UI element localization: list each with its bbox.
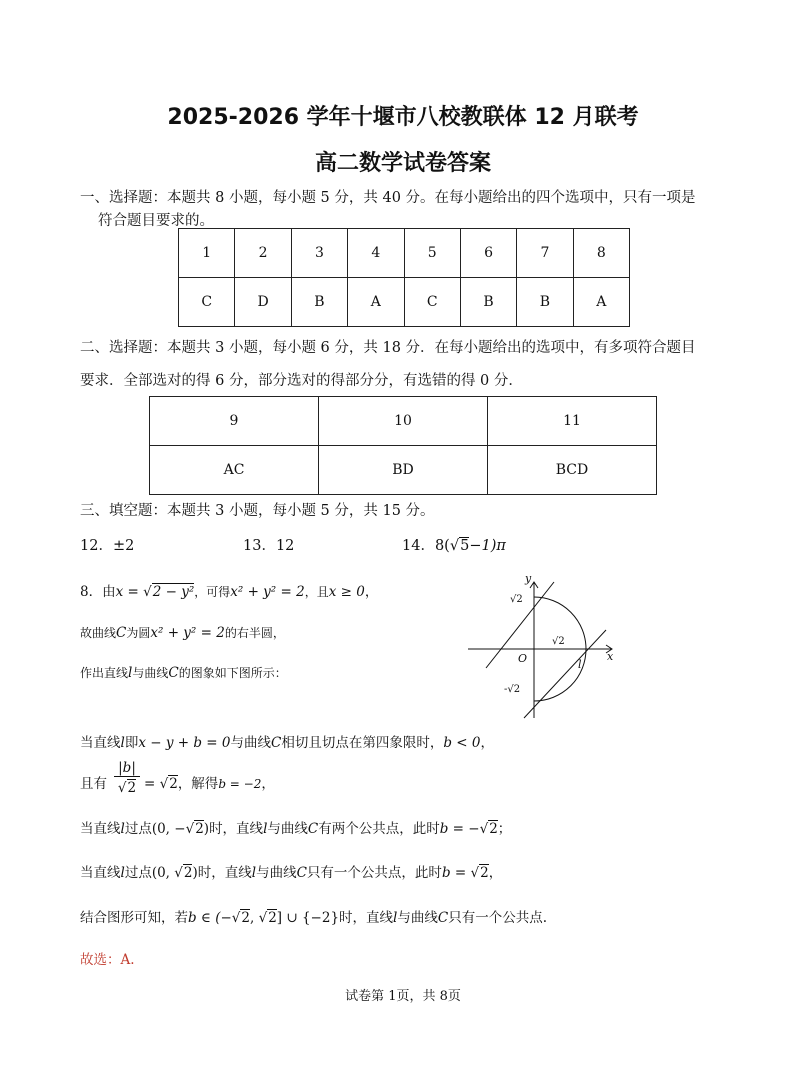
math: b ∈ (− [188,910,232,926]
label-right-root2: √2 [552,636,565,647]
answer-q14-pre: 8( [434,538,450,554]
math: l [120,821,125,837]
math: C [437,910,449,926]
section2-heading-line2: 要求．全部选对的得 6 分，部分选对的得部分分，有选错的得 0 分． [80,373,523,389]
math-radicand: 2 [268,910,277,926]
table-cell-q4: 4 [348,229,404,278]
text: 时，直线 [339,910,394,926]
text: 即 [124,735,139,751]
text: 作出直线 [80,666,129,680]
table-cell-q6: 6 [460,229,516,278]
label-x: x [607,650,614,663]
text: 相切且切点在第四象限时， [281,735,444,751]
text: 只有一个公共点. [448,910,548,926]
fraction-numerator: |b| [114,760,140,777]
math-radicand: 2 [127,780,137,796]
page-footer: 试卷第 1页，共 8页 [345,989,461,1004]
table-cell-a8: A [573,278,629,327]
table-cell-q7: 7 [517,229,573,278]
math: l [120,735,125,751]
table-cell-a6: B [460,278,516,327]
math: x² + y² = 2 [150,625,225,641]
text: 与曲线 [230,735,271,751]
table-cell-a3: B [291,278,347,327]
label-y: y [525,572,532,585]
math: l [120,865,125,881]
text: ， [261,776,275,792]
text: 与曲线 [132,666,169,680]
text: 过点 [124,821,152,837]
text: 结合图形可知，若 [80,910,188,926]
section1-heading-line1: 一、选择题：本题共 8 小题，每小题 5 分，共 40 分。在每小题给出的四个选项中，只有一项是 [80,190,696,206]
table-cell-a1: C [179,278,235,327]
label-origin: O [518,652,528,665]
text: ， [480,735,494,751]
text: ，且 [304,585,329,599]
text: ， [364,584,379,600]
math-radicand: 2 [195,821,204,837]
math: x ≥ 0 [328,584,365,600]
solution-line-4 [80,731,494,751]
text: 只有一个公共点，此时 [306,865,442,881]
math: l [128,665,133,681]
math-radicand: 2 [169,776,178,792]
table-cell-a9: AC [150,446,319,495]
text: ； [497,821,512,837]
math: C [168,665,179,681]
text: 当直线 [80,735,121,751]
answer-q14-post: −1)π [469,538,506,554]
solution-line-7: 当直线l过点(0, √2)时，直线l与曲线C只有一个公共点，此时b = √2， [80,865,503,881]
page-subtitle: 高二数学试卷答案 [314,151,491,176]
math: l [393,910,398,926]
text: ，可得 [194,585,231,599]
solution-figure [466,572,616,722]
answer-q14-label: 14． [402,538,435,554]
math: b < 0 [443,735,481,751]
math: , [250,910,259,926]
table-cell-q5: 5 [404,229,460,278]
text: 的图象如下图所示： [178,666,287,680]
math: x² + y² = 2 [230,584,305,600]
table-cell-q10: 10 [319,397,488,446]
text: 与曲线 [256,865,297,881]
table-cell-a7: B [517,278,573,327]
math: C [296,865,307,881]
math: x = [115,584,144,600]
table-cell-a5: C [404,278,460,327]
text: 有两个公共点，此时 [318,821,440,837]
section2-answer-table [149,396,657,495]
text: 与曲线 [397,910,438,926]
section2-heading-line1: 二、选择题：本题共 3 小题，每小题 6 分，共 18 分．在每小题给出的选项中，有多项符合题目 [80,340,696,356]
section1-heading-line2: 符合题目要求的。 [98,213,214,229]
math-radicand: 2 [480,865,489,881]
line-lower [524,630,606,718]
text: 的右半圆， [224,626,285,640]
math: b = − [439,821,480,837]
solution-line-1: 8．由x = √2 − y²，可得x² + y² = 2，且x ≥ 0， [80,584,379,600]
solution-line-8: 结合图形可知，若b ∈ (−√2, √2] ∪ {−2}时，直线l与曲线C只有一个公共点. [80,910,548,926]
text: 与曲线 [267,821,308,837]
table-cell-a2: D [235,278,291,327]
table-cell-q1: 1 [179,229,235,278]
math: ] ∪ {−2} [276,910,340,926]
text: 为圆 [126,626,151,640]
math: (0, [151,865,175,881]
math: b = [441,865,471,881]
solution-line-6: 当直线l过点(0, −√2)时，直线l与曲线C有两个公共点，此时b = −√2； [80,821,512,837]
text: ，解得 [177,776,219,792]
text: 故曲线 [80,626,117,640]
answer-q13: 13．12 [243,538,295,554]
math: C [270,735,282,751]
text: 当直线 [80,821,121,837]
math: C [307,821,319,837]
label-top-root2: √2 [510,594,523,605]
table-cell-q2: 2 [235,229,291,278]
fraction-denominator: √2 [117,780,137,796]
math-radicand: 2 [489,821,498,837]
text: 当直线 [80,865,121,881]
table-cell-q3: 3 [291,229,347,278]
text: 8．由 [80,584,116,600]
label-line-l: l [578,658,582,671]
table-cell-a4: A [348,278,404,327]
page-title: 2025-2026 学年十堰市八校教联体 12 月联考 [167,105,639,130]
math: C [116,625,127,641]
text: ， [488,865,503,881]
solution-line-3 [80,664,287,681]
text: 过点 [124,865,152,881]
math: ) [192,865,198,881]
table-cell-q9: 9 [150,397,319,446]
answer-q14-radicand: 5 [460,538,470,554]
fraction-rhs: = √2，解得b = −2， [144,776,275,792]
answer-q14: 14．8(√5−1)π [402,538,506,554]
math-radicand: 2 [241,910,250,926]
table-cell-q11: 11 [488,397,657,446]
math: = [144,776,160,792]
text: 且有 [80,776,107,792]
math-radicand: 2 [183,865,193,881]
table-cell-a11: BCD [488,446,657,495]
math: b = −2 [218,777,262,791]
text: 时，直线 [197,865,252,881]
math-radicand: 2 − y² [152,584,195,600]
label-bottom-root2: -√2 [504,684,521,695]
table-cell-q8: 8 [573,229,629,278]
section3-heading: 三、填空题：本题共 3 小题，每小题 5 分，共 15 分。 [80,503,435,519]
math: x − y + b = 0 [138,735,231,751]
math: l [263,821,268,837]
text: 时，直线 [209,821,264,837]
solution-answer: 故选：A. [80,952,135,968]
section1-answer-table [178,228,630,327]
math: ) [203,821,210,837]
math: (0, − [151,821,186,837]
solution-line-2 [80,624,285,641]
answer-q12: 12．±2 [80,538,135,554]
table-cell-a10: BD [319,446,488,495]
math: l [251,865,257,881]
